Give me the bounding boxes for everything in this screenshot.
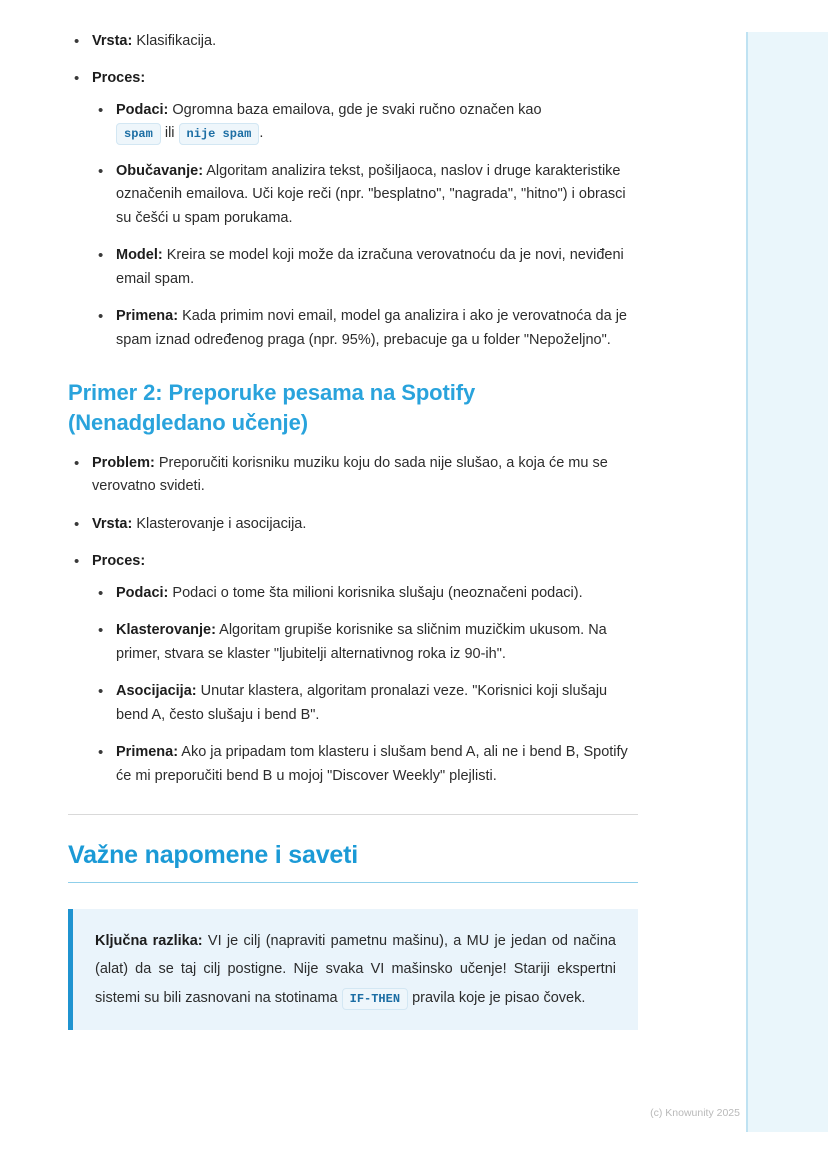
vrsta-text: Klasifikacija.	[132, 33, 217, 49]
model-label: Model:	[116, 247, 163, 264]
notes-section-heading: Važne napomene i saveti	[68, 841, 358, 870]
code-nije-spam: nije spam	[179, 123, 260, 145]
code-if-then: IF-THEN	[342, 988, 408, 1010]
spotify-example-list	[68, 452, 638, 788]
key-difference-callout	[68, 909, 638, 1030]
document-content	[68, 30, 638, 1030]
problem-text: Preporučiti korisniku muziku koju do sada nije slušao, a koja će mu se verovatno svideti.	[92, 454, 608, 495]
right-side-rail	[746, 32, 828, 1132]
obucavanje-label: Obučavanje:	[116, 162, 204, 179]
code-spam: spam	[116, 123, 161, 145]
list-item-model	[92, 244, 638, 291]
problem-label: Problem:	[92, 454, 155, 471]
list-item-podaci-2	[92, 582, 638, 605]
callout-label: Ključna razlika:	[95, 933, 203, 950]
podaci-mid: ili	[164, 125, 175, 142]
vrsta-label: Vrsta:	[92, 33, 133, 49]
list-item-primena-2	[92, 741, 638, 788]
list-item-primena	[92, 305, 638, 352]
list-item-vrsta	[68, 30, 638, 53]
obucavanje-text: Algoritam analizira tekst, pošiljaoca, naslov i druge karakteristike označenih emailova. Uči koje reči (npr. "besplatno", "nagrada", "hitno") i obrasci su češći u spam porukama.	[116, 162, 626, 226]
primena-text-2: Ako ja pripadam tom klasteru i slušam bend A, ali ne i bend B, Spotify će mi preporučiti bend B u mojoj "Discover Weekly" plejlisti.	[116, 744, 628, 784]
list-item-proces-2	[68, 550, 638, 788]
footer-copyright: (c) Knowunity 2025	[650, 1107, 740, 1119]
primena-label: Primena:	[116, 308, 179, 325]
callout-text-after: pravila koje je pisao čovek.	[408, 989, 586, 1006]
spotify-section-heading: Primer 2: Preporuke pesama na Spotify (Nenadgledano učenje)	[68, 380, 476, 436]
proces-label: Proces:	[92, 70, 146, 87]
primena-label-2: Primena:	[116, 744, 179, 761]
podaci-text-before: Ogromna baza emailova, gde je svaki ručno označen kao	[168, 101, 542, 118]
section-divider	[68, 814, 638, 815]
asocijacija-text: Unutar klastera, algoritam pronalazi veze. "Korisnici koji slušaju bend A, često slušaju i bend B".	[116, 683, 608, 723]
klasterovanje-label: Klasterovanje:	[116, 622, 216, 639]
podaci-label: Podaci:	[116, 101, 169, 118]
list-item-vrsta-2	[68, 513, 638, 536]
primena-text: Kada primim novi email, model ga analizira i ako je verovatnoća da je spam iznad određenog praga (npr. 95%), prebacuje ga u folder "Nepoželjno".	[116, 308, 627, 348]
list-item-proces	[68, 67, 638, 352]
list-item-problem	[68, 452, 638, 499]
proces-sublist	[92, 99, 638, 352]
podaci-label-2: Podaci:	[116, 584, 169, 601]
proces-label-2: Proces:	[92, 553, 146, 570]
podaci-text-2: Podaci o tome šta milioni korisnika slušaju (neoznačeni podaci).	[168, 584, 583, 601]
callout-text-before: VI je cilj (napraviti pametnu mašinu), a MU je jedan od načina (alat) da se taj cilj postigne. Nije svaka VI mašinsko učenje! Stariji ekspertni sistemi su bili zasnovani na stotinama	[95, 933, 616, 1006]
vrsta-text-2: Klasterovanje i asocijacija.	[132, 515, 307, 532]
model-text: Kreira se model koji može da izračuna verovatnoću da je novi, neviđeni email spam.	[116, 247, 624, 287]
list-item-asocijacija	[92, 680, 638, 727]
vrsta-label-2: Vrsta:	[92, 515, 133, 532]
list-item-podaci	[92, 99, 638, 146]
list-item-obucavanje	[92, 160, 638, 230]
podaci-text-after: .	[259, 125, 264, 142]
list-item-klasterovanje	[92, 619, 638, 666]
spam-example-list	[68, 30, 638, 352]
klasterovanje-text: Algoritam grupiše korisnike sa sličnim muzičkim ukusom. Na primer, stvara se klaster "ljubitelji alternativnog roka iz 90-ih".	[116, 622, 607, 662]
proces-sublist-2	[92, 582, 638, 788]
notes-heading-underline	[68, 882, 638, 883]
asocijacija-label: Asocijacija:	[116, 683, 197, 700]
